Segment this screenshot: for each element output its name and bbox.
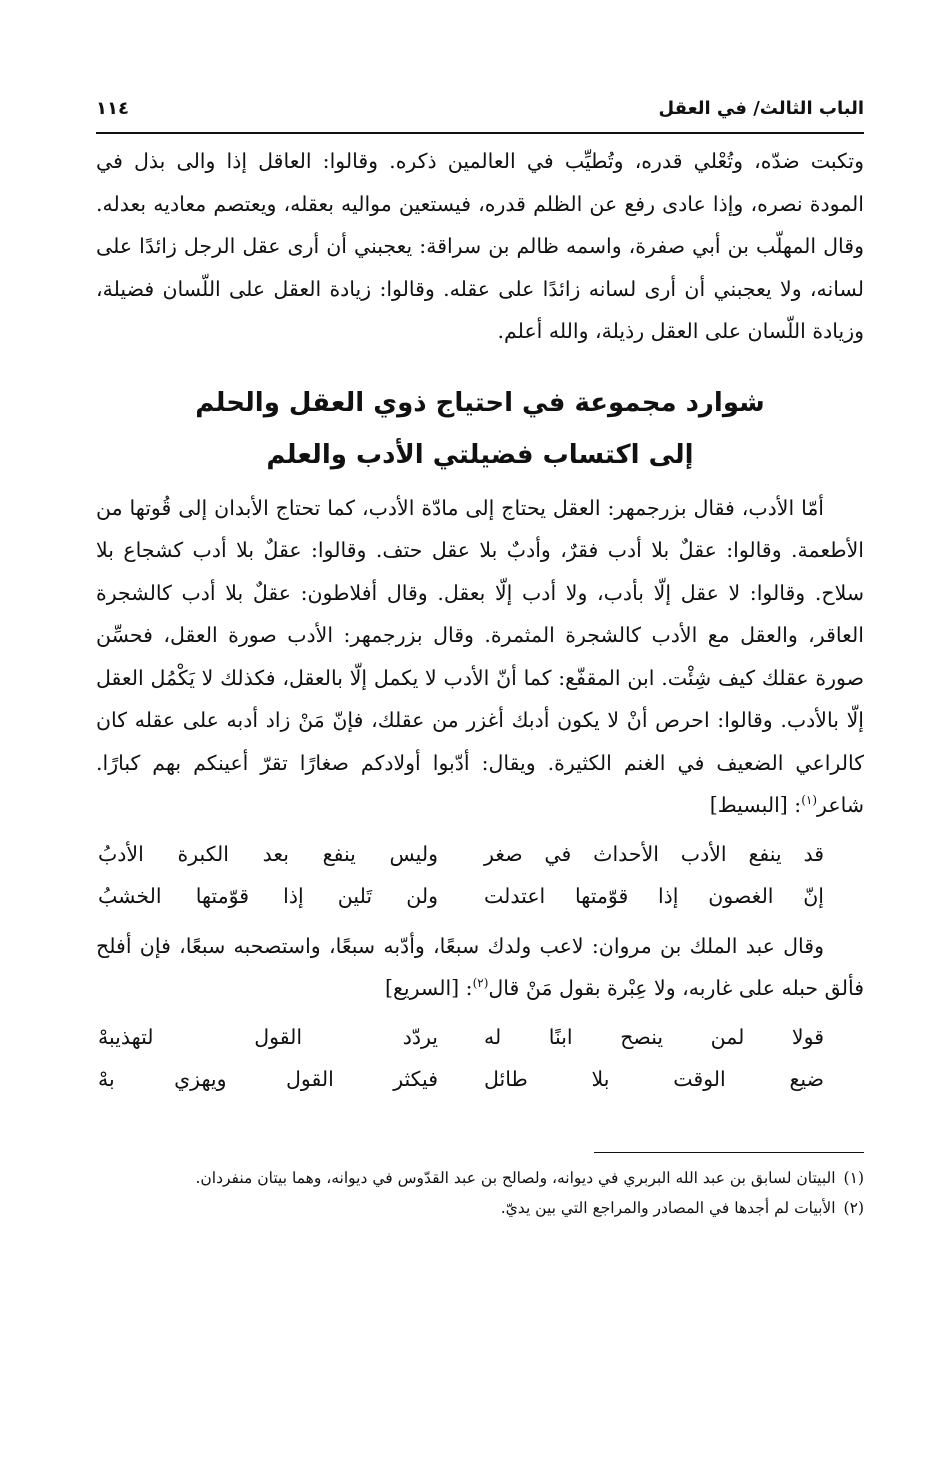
running-header	[96, 92, 864, 132]
paragraph-2	[96, 487, 864, 827]
footnote-ref-2[interactable]: (٢)	[472, 976, 489, 991]
paragraph-1: وتكبت ضدّه، وتُعْلي قدره، وتُطيِّب في العالمين ذكره. وقالوا: العاقل إذا والى بذل في المودة نصره، وإذا عادى رفع عن الظلم قدره، فيستعين مواليه بعقله، ويعتصم معاديه بعدله. وقال المهلّب بن أبي صفرة، واسمه ظالم بن سراقة: يعجبني أن أرى عقل الرجل زائدًا على لسانه، ولا يعجبني أن أرى لسانه زائدًا على عقله. وقالوا: زيادة العقل على اللّسان فضيلة، وزيادة اللّسان على العقل رذيلة، والله أعلم.	[96, 149, 864, 343]
footnote-number: (٢)	[843, 1198, 864, 1217]
section-title-line-2: إلى اكتساب فضيلتي الأدب والعلم	[266, 439, 694, 470]
footnote-rule	[594, 1152, 864, 1153]
verse-second-hemistich: ولن تَلين إذا قوّمتها الخشبُ	[98, 883, 438, 908]
paragraph-3-text: وقال عبد الملك بن مروان: لاعب ولدك سبعًا، وأدّبه سبعًا، واستصحبه سبعًا، فإن أفلح فألق حبله على غاربه، ولا عِبْرة بقول مَنْ قال	[96, 933, 864, 1000]
poem-1	[96, 833, 864, 917]
poem-verse	[96, 1016, 864, 1058]
footnote-ref-1[interactable]: (١)	[801, 793, 818, 808]
verse-second-hemistich: فيكثر القول ويهزي بهْ	[98, 1066, 438, 1091]
paragraph-3	[96, 925, 864, 1010]
footnote-text: الأبيات لم أجدها في المصادر والمراجع التي بين يديّ.	[500, 1198, 836, 1217]
paragraph-2-text: أمّا الأدب، فقال بزرجمهر: العقل يحتاج إلى مادّة الأدب، كما تحتاج الأبدان إلى قُوتها من الأطعمة. وقالوا: عقلٌ بلا أدب فقرٌ، وأدبٌ بلا عقل حتف. وقالوا: عقلٌ بلا أدب كشجاع بلا سلاح. وقالوا: لا عقل إلّا بأدب، ولا أدب إلّا بعقل. وقال أفلاطون: عقلٌ بلا أدب كالشجرة العاقر، والعقل مع الأدب كالشجرة المثمرة. وقال بزرجمهر: الأدب صورة العقل، فحسِّن صورة عقلك كيف شِئْت. ابن المقفّع: كما أنّ الأدب لا يكمل إلّا بالعقل، فكذلك لا يَكْمُل العقل إلّا بالأدب. وقالوا: احرص أنْ لا يكون أدبك أغزر من عقلك، فإنّ مَنْ زاد أدبه على عقله كان كالراعي الضعيف في الغنم الكثيرة. ويقال: أدّبوا أولادكم صغارًا تقرّ أعينكم بهم كبارًا. شاعر	[96, 495, 864, 817]
footnote-2	[96, 1193, 864, 1223]
verse-first-hemistich: ضيع الوقت بلا طائل	[484, 1066, 824, 1091]
section-title	[96, 377, 864, 481]
poem-verse	[96, 1058, 864, 1100]
book-page	[96, 92, 864, 1223]
poem-2	[96, 1016, 864, 1100]
footnote-number: (١)	[843, 1168, 864, 1187]
verse-first-hemistich: قد ينفع الأدب الأحداث في صغر	[484, 841, 824, 866]
header-rule	[96, 132, 864, 134]
poem-verse	[96, 875, 864, 917]
verse-first-hemistich: إنّ الغصون إذا قوّمتها اعتدلت	[484, 883, 824, 908]
page-number: ١١٤	[96, 98, 129, 119]
meter-label-2: : [السريع]	[385, 976, 473, 1000]
verse-second-hemistich: يردّد القول لتهذيبهْ	[98, 1024, 438, 1049]
poem-verse	[96, 833, 864, 875]
footnote-1	[96, 1163, 864, 1193]
section-title-line-1: شوارد مجموعة في احتياج ذوي العقل والحلم	[195, 387, 765, 418]
running-title: الباب الثالث/ في العقل	[658, 98, 864, 119]
verse-first-hemistich: قولا لمن ينصح ابنًا له	[484, 1024, 824, 1049]
meter-label-1: : [البسيط]	[709, 793, 802, 817]
verse-second-hemistich: وليس ينفع بعد الكبرة الأدبُ	[98, 841, 438, 866]
footnote-text: البيتان لسابق بن عبد الله البربري في ديوانه، ولصالح بن عبد القدّوس في ديوانه، وهما بيتان منفردان.	[195, 1168, 836, 1187]
